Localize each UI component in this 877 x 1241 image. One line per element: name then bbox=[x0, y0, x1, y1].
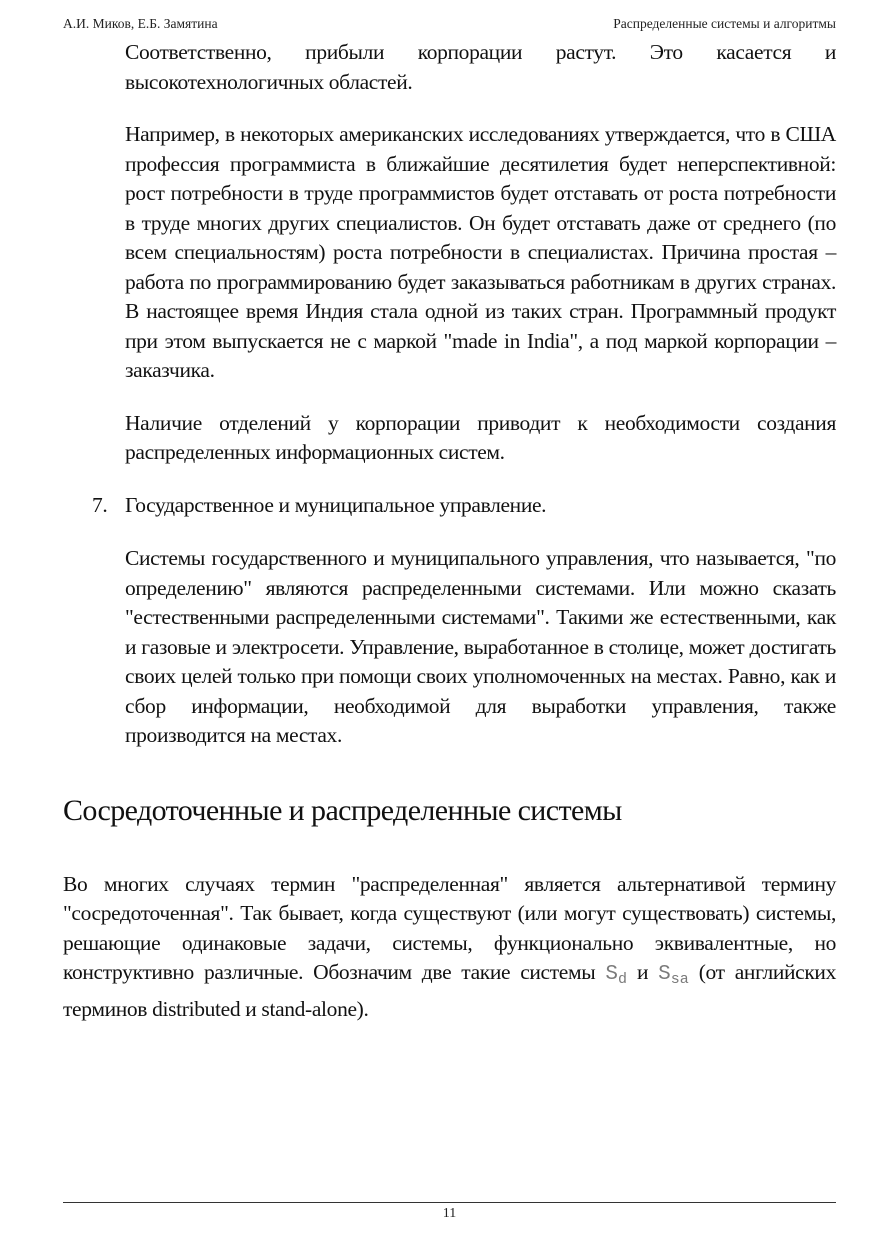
terms-and-word: и bbox=[626, 960, 659, 984]
paragraph-terms bbox=[63, 870, 836, 1025]
page-content bbox=[63, 38, 836, 1024]
header-book-title: Распределенные системы и алгоритмы bbox=[613, 16, 836, 31]
list-item-7 bbox=[92, 491, 836, 521]
paragraph-government: Системы государственного и муниципального управления, что называется, "по определению" являются распределенными системами. Или можно сказать "естественными распределенными системами". Такими же естественными, как и газовые и электросети. Управление, выработанное в столице, может достигать своих целей только при помощи своих уполномоченных на местах. Равно, как и сбор информации, необходимой для выработки управления, также производится на местах. bbox=[125, 546, 836, 747]
footer-divider bbox=[63, 1202, 836, 1203]
symbol-s-sa: $S_{sa}$ bbox=[658, 963, 689, 988]
symbol-s-d: $S_d$ bbox=[605, 963, 627, 988]
paragraph-branches: Наличие отделений у корпорации приводит к необходимости создания распределенных информационных систем. bbox=[125, 410, 836, 464]
page-number: 11 bbox=[442, 1206, 457, 1221]
paragraph-profits: Соответственно, прибыли корпорации растут. Это касается и высокотехнологичных областей. bbox=[125, 40, 836, 94]
list-item-number: 7. bbox=[92, 492, 108, 517]
terms-text-part2: (от английских терминов distributed и stand-alone). bbox=[63, 960, 836, 1021]
page-header bbox=[63, 15, 836, 33]
paragraph-programmers: Например, в некоторых американских исследованиях утверждается, что в США профессия программиста в ближайшие десятилетия будет неперспективной: рост потребности в труде программистов будет отставать от роста потребности в труде многих других специалистов. Он будет отставать даже от среднего (по всем специальностям) роста потребности в специалистах. Причина простая – работа по программированию будет заказываться работникам в других странах. В настоящее время Индия стала одной из таких стран. Программный продукт при этом выпускается не с маркой "made in India", а под маркой корпорации – заказчика. bbox=[125, 122, 836, 382]
list-item-text: Государственное и муниципальное управление. bbox=[125, 492, 547, 517]
section-heading: Сосредоточенные и распределенные системы bbox=[63, 793, 622, 827]
terms-text-part1: Во многих случаях термин "распределенная" является альтернативой термину "сосредоточенная". Так бывает, когда существуют (или могут существовать) системы, решающие одинаковые задачи, системы, функционально эквивалентные, но конструктивно различные. Обозначим две такие системы bbox=[63, 871, 836, 984]
header-authors: А.И. Миков, Е.Б. Замятина bbox=[63, 16, 218, 31]
